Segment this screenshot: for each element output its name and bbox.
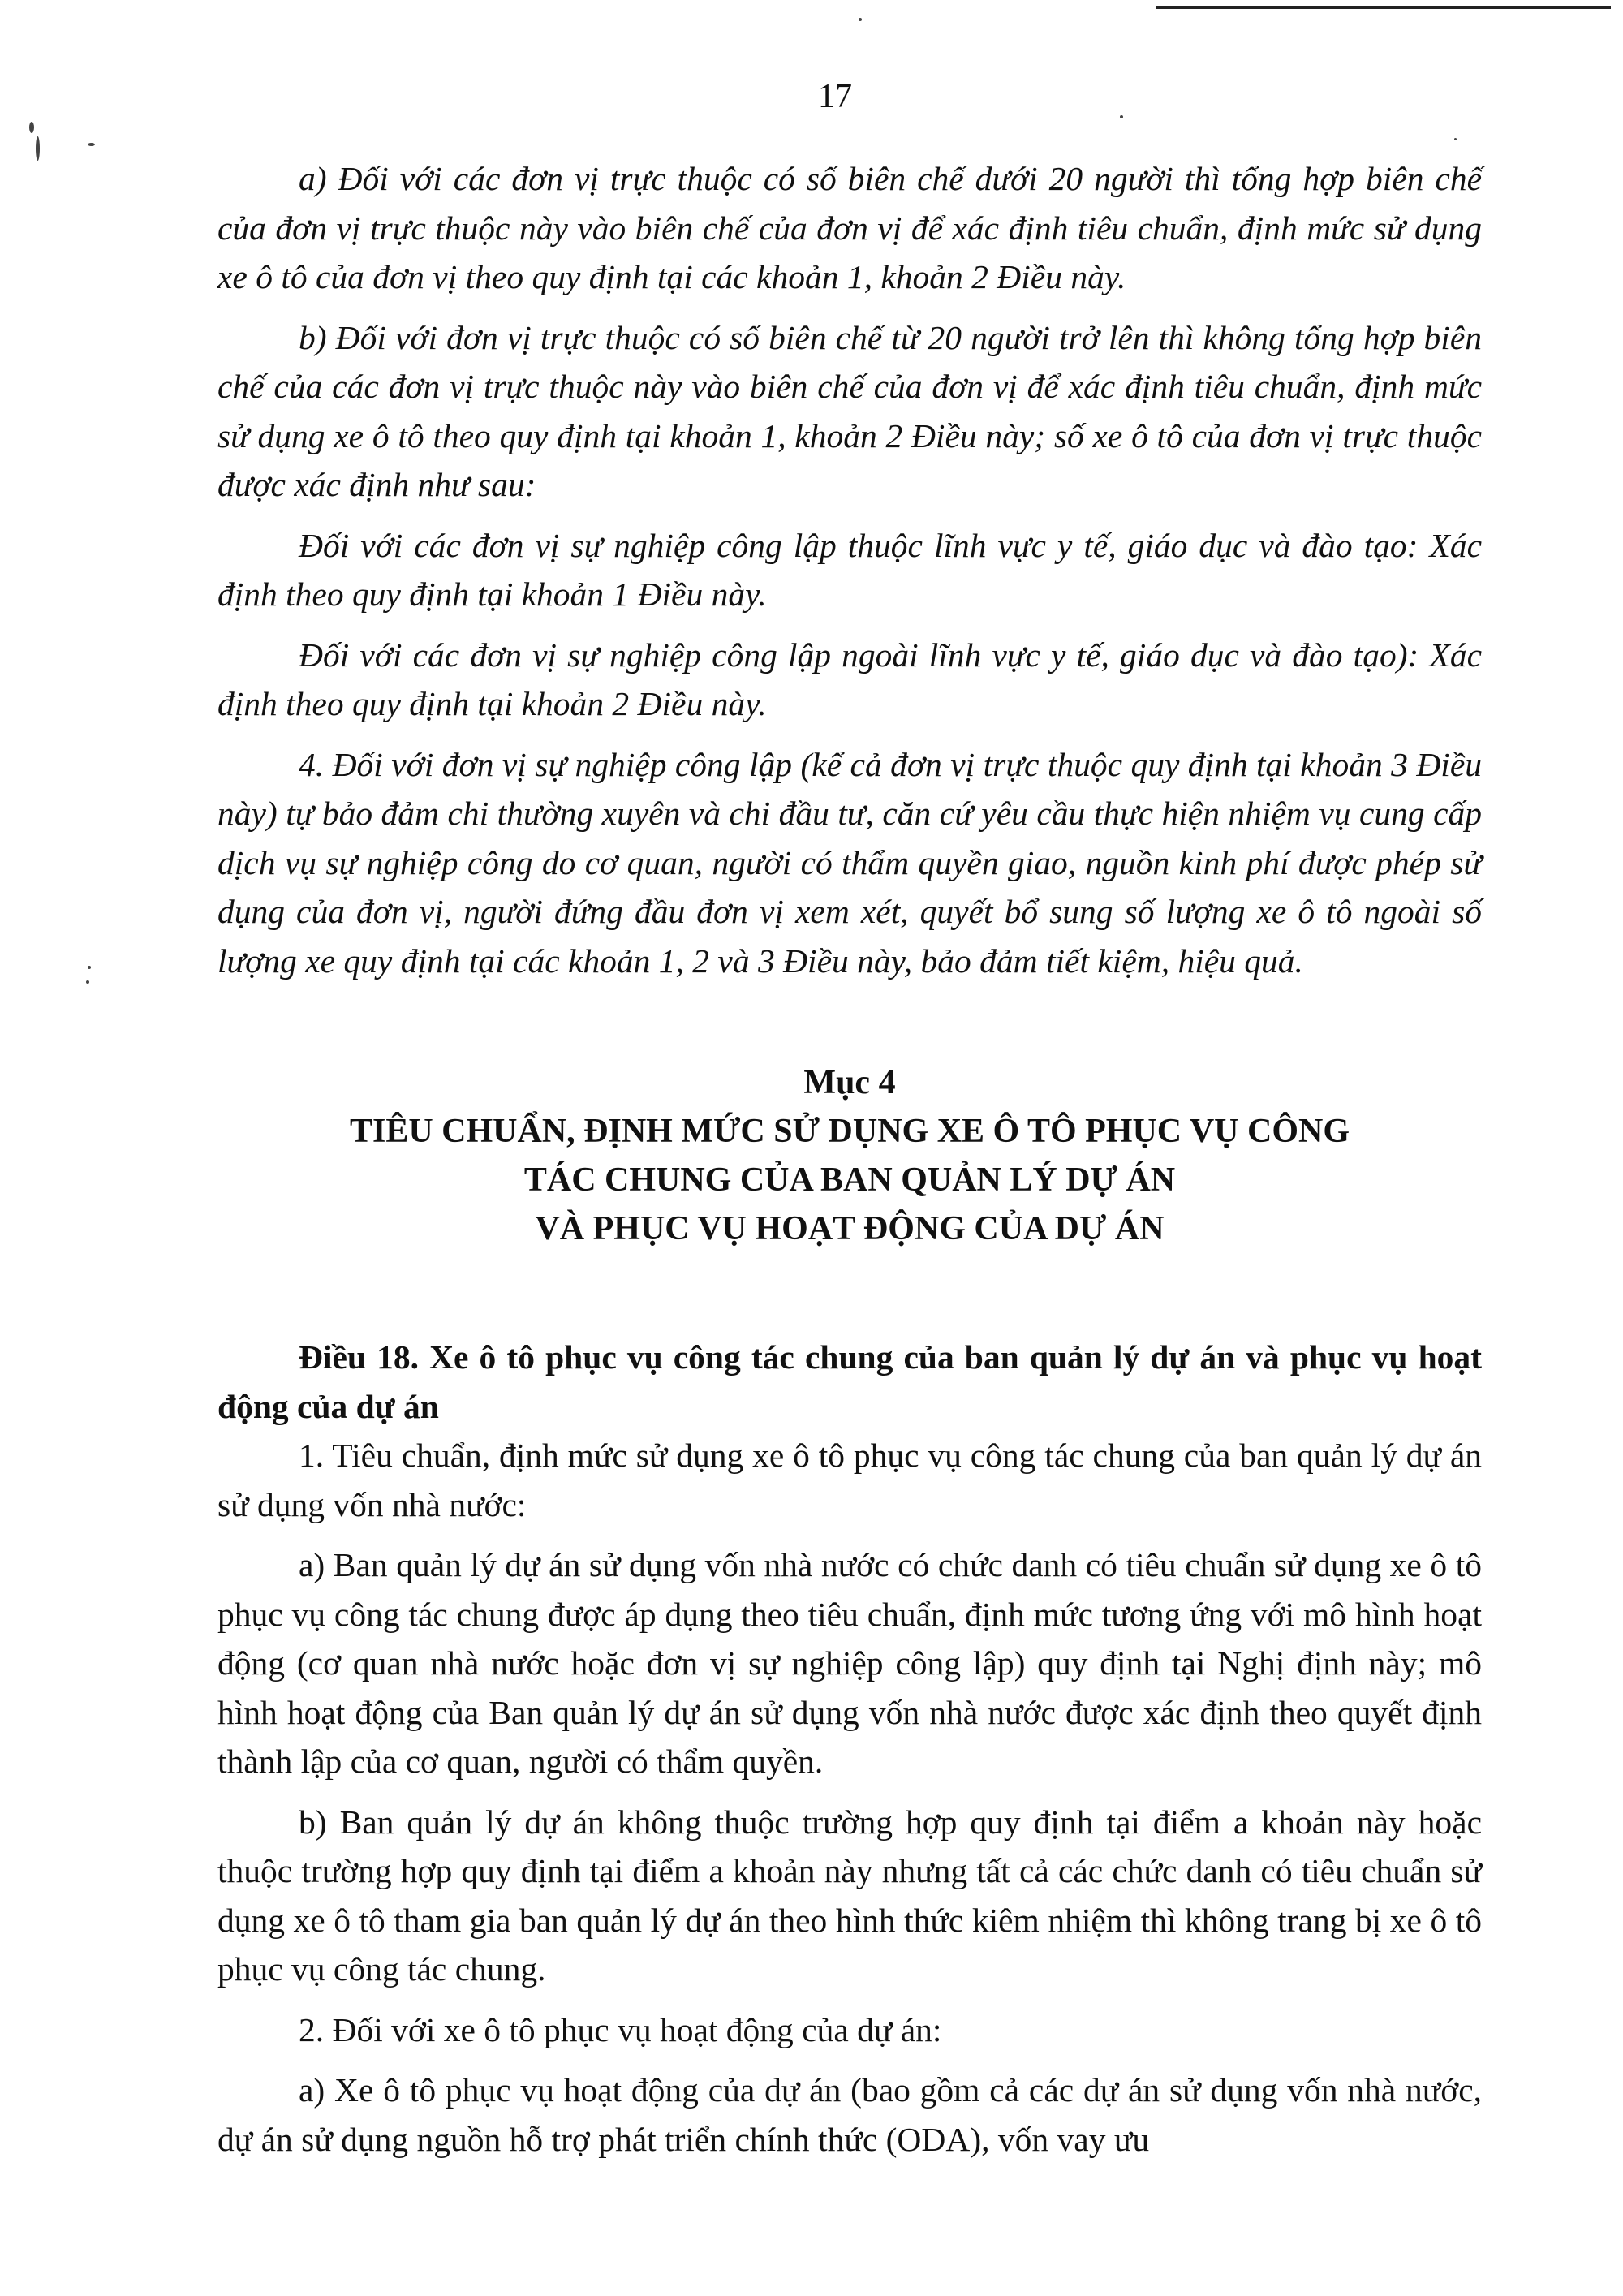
scan-speck [29,122,34,133]
article-18-heading: Điều 18. Xe ô tô phục vụ công tác chung của ban quản lý dự án và phục vụ hoạt động của dự án [217,1338,1482,1425]
scan-speck [1454,138,1457,140]
scan-speck [1120,115,1123,118]
paragraph-clause-4: 4. Đối với đơn vị sự nghiệp công lập (kể cả đơn vị trực thuộc quy định tại khoản 3 Điều này) tự bảo đảm chi thường xuyên và chi đầu tư, căn cứ yêu cầu thực hiện nhiệm vụ cung cấp dịch vụ sự nghiệp công do cơ quan, người có thẩm quyền giao, nguồn kinh phí được phép sử dụng của đơn vị, người đứng đầu đơn vị xem xét, quyết bổ sung số lượng xe ô tô ngoài số lượng xe quy định tại các khoản 1, 2 và 3 Điều này, bảo đảm tiết kiệm, hiệu quả. [217,745,1482,980]
paragraph-b: b) Đối với đơn vị trực thuộc có số biên chế từ 20 người trở lên thì không tổng hợp biên chế của các đơn vị trực thuộc này vào biên chế của đơn vị để xác định tiêu chuẩn, định mức sử dụng xe ô tô theo quy định tại khoản 1, khoản 2 Điều này; số xe ô tô của đơn vị trực thuộc được xác định như sau: [217,318,1482,503]
paragraph-outside-health-education: Đối với các đơn vị sự nghiệp công lập ngoài lĩnh vực y tế, giáo dục và đào tạo): Xác định theo quy định tại khoản 2 Điều này. [217,635,1482,722]
section-label: Mục 4 [803,1064,896,1101]
paragraph-2a: a) Xe ô tô phục vụ hoạt động của dự án (bao gồm cả các dự án sử dụng vốn nhà nước, dự án sử dụng nguồn hỗ trợ phát triển chính thức (ODA), vốn vay ưu [217,2071,1482,2158]
paragraph-health-education: Đối với các đơn vị sự nghiệp công lập thuộc lĩnh vực y tế, giáo dục và đào tạo: Xác định theo quy định tại khoản 1 Điều này. [217,526,1482,613]
top-scan-line [1156,6,1611,9]
scan-speck [86,980,89,984]
scan-speck [88,143,95,146]
scan-speck [88,966,91,969]
paragraph-1b: b) Ban quản lý dự án không thuộc trường hợp quy định tại điểm a khoản này hoặc thuộc trường hợp quy định tại điểm a khoản này nhưng tất cả các chức danh có tiêu chuẩn sử dụng xe ô tô tham gia ban quản lý dự án theo hình thức kiêm nhiệm thì không trang bị xe ô tô phục vụ công tác chung. [217,1803,1482,1988]
section-title-line-3: VÀ PHỤC VỤ HOẠT ĐỘNG CỦA DỰ ÁN [535,1210,1165,1247]
paragraph-clause-2: 2. Đối với xe ô tô phục vụ hoạt động của dự án: [299,2010,942,2048]
scan-speck [36,136,40,161]
page-number: 17 [818,78,852,115]
paragraph-clause-1: 1. Tiêu chuẩn, định mức sử dụng xe ô tô phục vụ công tác chung của ban quản lý dự án sử dụng vốn nhà nước: [217,1437,1482,1523]
section-title-line-1: TIÊU CHUẨN, ĐỊNH MỨC SỬ DỤNG XE Ô TÔ PHỤC VỤ CÔNG [349,1113,1350,1150]
document-body [217,154,1482,2164]
scan-speck [859,18,862,21]
paragraph-a: a) Đối với các đơn vị trực thuộc có số biên chế dưới 20 người thì tổng hợp biên chế của đơn vị trực thuộc này vào biên chế của đơn vị để xác định tiêu chuẩn, định mức sử dụng xe ô tô của đơn vị theo quy định tại các khoản 1, khoản 2 Điều này. [217,160,1482,295]
paragraph-1a: a) Ban quản lý dự án sử dụng vốn nhà nước có chức danh có tiêu chuẩn sử dụng xe ô tô phục vụ công tác chung được áp dụng theo tiêu chuẩn, định mức tương ứng với mô hình hoạt động (cơ quan nhà nước hoặc đơn vị sự nghiệp công lập) quy định tại Nghị định này; mô hình hoạt động của Ban quản lý dự án sử dụng vốn nhà nước được xác định theo quyết định thành lập của cơ quan, người có thẩm quyền. [217,1546,1482,1780]
section-title-line-2: TÁC CHUNG CỦA BAN QUẢN LÝ DỰ ÁN [523,1161,1176,1199]
